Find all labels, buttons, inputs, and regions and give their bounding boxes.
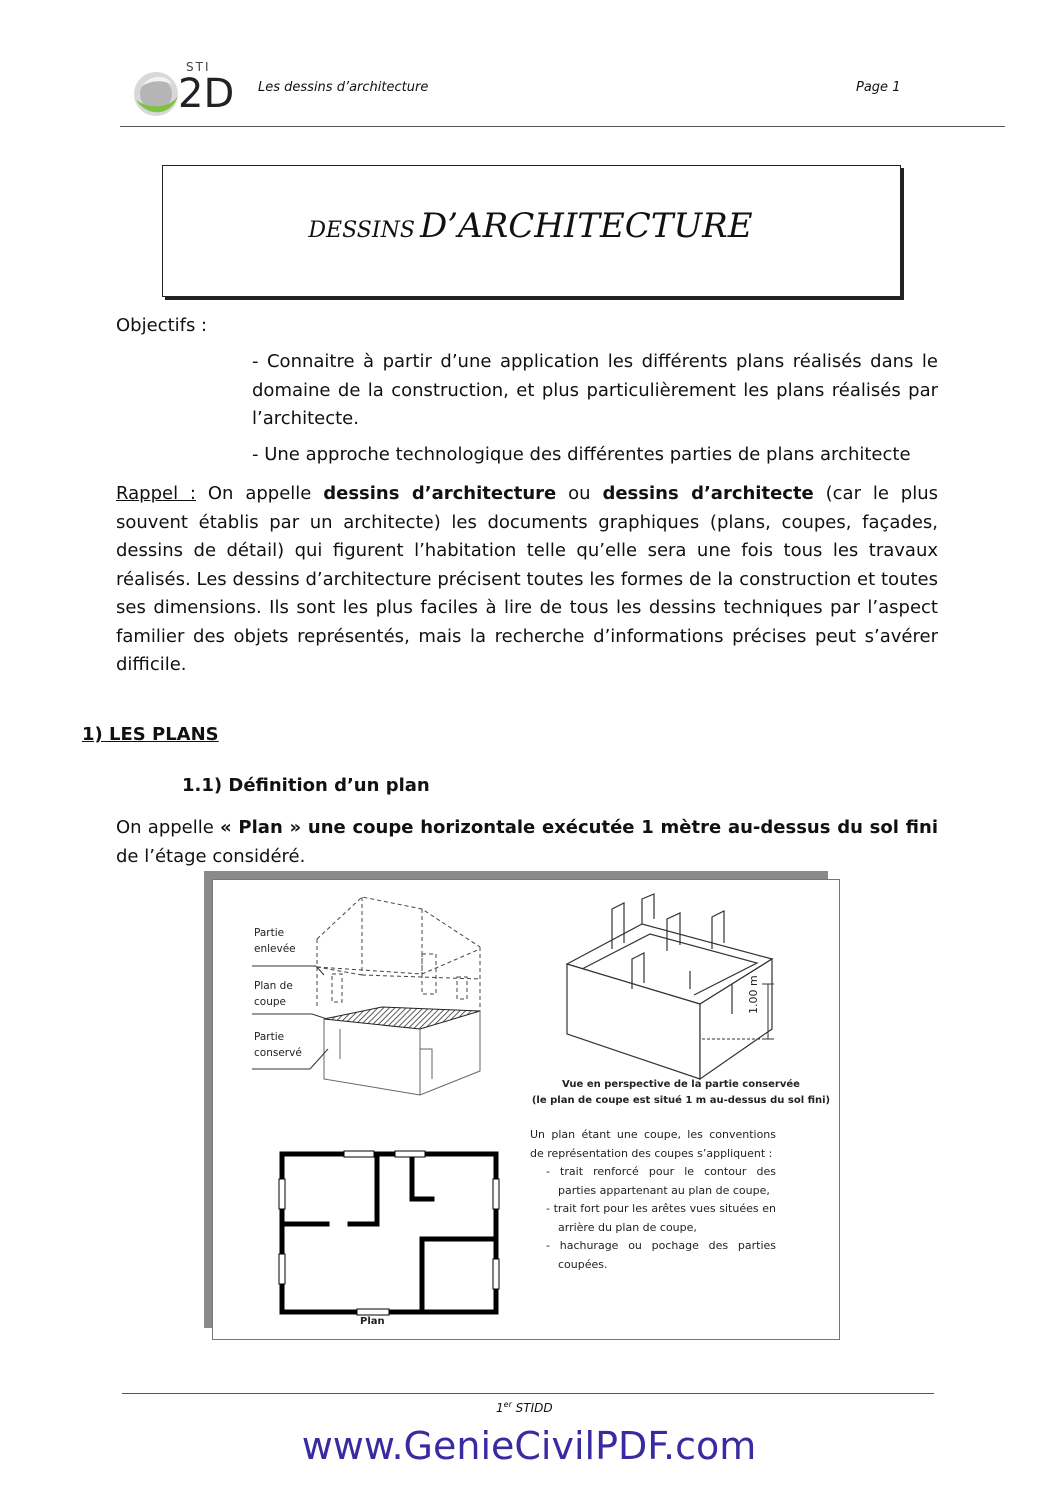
rappel-text-1: On appelle xyxy=(196,483,324,504)
label-kept-line-2: conservé xyxy=(254,1046,302,1059)
plan-definition xyxy=(116,814,938,871)
objective-item-1: - Connaitre à partir d’une application les différents plans réalisés dans le domaine de la construction, et plus particulièrement les plans réalisés par l’architecte. xyxy=(252,351,938,429)
definition-bold: « Plan » une coupe horizontale exécutée 1 mètre au-dessus du sol fini xyxy=(220,817,938,838)
label-cut-line-2: coupe xyxy=(254,995,286,1008)
conventions-list xyxy=(530,1163,776,1274)
subsection-heading: 1.1) Définition d’un plan xyxy=(182,775,430,796)
label-cut-plane xyxy=(254,979,293,1010)
rappel-bold-2: dessins d’architecte xyxy=(602,483,814,504)
footer-class-name: STIDD xyxy=(511,1401,553,1415)
plan-label: Plan xyxy=(360,1316,385,1327)
conventions-intro: Un plan étant une coupe, les conventions de représentation des coupes s’appliquent : xyxy=(530,1128,776,1160)
rappel-label: Rappel : xyxy=(116,483,197,504)
plan-windows xyxy=(279,1151,499,1315)
convention-item: - trait renforcé pour le contour des parties appartenant au plan de coupe, xyxy=(546,1165,776,1197)
label-removed-part xyxy=(254,926,296,957)
footer-class-label xyxy=(496,1400,553,1415)
section-heading: 1) LES PLANS xyxy=(82,724,219,745)
header-divider xyxy=(120,126,1005,127)
convention-item: - hachurage ou pochage des parties coupées. xyxy=(546,1239,776,1271)
perspective-caption xyxy=(520,1077,842,1109)
rappel-text-3: (car le plus souvent établis par un architecte) les documents graphiques (plans, coupes, façades, dessins de détail) qui figurent l’habitation telle qu’elle sera une fois tous les travaux réalisés. Les dessins d’architecture précisent toutes les formes de la construction et toutes ses dimensions. Ils sont les plus faciles à lire de tous les dessins techniques par l’aspect familier des objets représentés, mais la recherche d’informations précises peut s’avérer difficile. xyxy=(116,483,939,675)
objective-item-2: - Une approche technologique des différentes parties de plans architecte xyxy=(252,444,911,465)
title-small-caps: DESSINS xyxy=(308,218,415,243)
definition-text-1: On appelle xyxy=(116,817,221,838)
cut-plane xyxy=(324,1007,480,1029)
rappel-bold-1: dessins d’architecture xyxy=(323,483,557,504)
convention-item: - trait fort pour les arêtes vues situées en arrière du plan de coupe, xyxy=(546,1202,776,1234)
watermark-link[interactable]: www.GenieCivilPDF.com xyxy=(301,1424,757,1468)
definition-text-2: de l’étage considéré. xyxy=(116,845,306,867)
dimension-label: 1.00 m xyxy=(747,975,760,1014)
perspective-view xyxy=(567,894,772,1079)
label-removed-line-2: enlevée xyxy=(254,942,296,955)
footer-class-suffix: er xyxy=(503,1400,512,1409)
header-doc-title: Les dessins d’architecture xyxy=(258,80,429,95)
page-title xyxy=(162,206,899,246)
header-page-number: Page 1 xyxy=(856,80,901,95)
conventions-text xyxy=(530,1126,776,1274)
logo-2d-text: 2D xyxy=(178,71,235,117)
title-main: D’ARCHITECTURE xyxy=(419,206,753,246)
floor-plan xyxy=(282,1154,496,1312)
house-removed-part xyxy=(317,897,480,1014)
objectives-label: Objectifs : xyxy=(116,315,208,336)
label-kept-line-1: Partie xyxy=(254,1031,285,1043)
logo-sti-text: STI xyxy=(186,60,211,74)
label-kept-part xyxy=(254,1030,302,1061)
caption-line-1: Vue en perspective de la partie conservée xyxy=(562,1079,800,1090)
caption-line-2: (le plan de coupe est situé 1 m au-dessus du sol fini) xyxy=(531,1095,831,1106)
rappel-text-2: ou xyxy=(556,483,603,504)
label-removed-line-1: Partie xyxy=(254,927,285,939)
label-cut-line-1: Plan de xyxy=(254,980,293,992)
rappel-paragraph xyxy=(116,480,938,680)
footer-divider xyxy=(122,1393,934,1394)
footer-class-number: 1 xyxy=(496,1401,504,1415)
